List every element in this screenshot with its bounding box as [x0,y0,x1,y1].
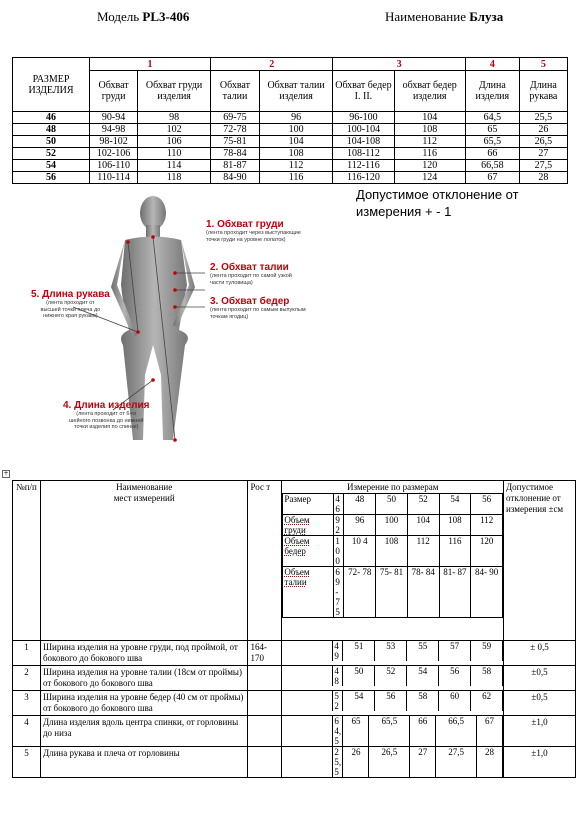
value-cell: 78-84 [211,148,260,160]
inner-value: 108 [439,515,471,536]
col-header: Длина изделия [465,71,519,112]
value-cell: 81-87 [211,160,260,172]
label-length [63,400,149,431]
size-row [13,160,568,172]
row-measure-line [282,691,502,711]
row-height [248,666,282,691]
value-cell: 104 [259,136,333,148]
model-value: PL3-406 [142,9,190,24]
row-measure-line [282,747,502,777]
col-tol-header: Допустимое отклонение от измерения ±см [504,481,576,641]
value-cell: 65 [465,124,519,136]
inner-value: 72- 78 [344,567,376,618]
label-desc: части туловища) [210,279,253,286]
row-value: 62 [471,691,503,711]
value-cell: 26 [519,124,567,136]
measure-row [13,716,576,747]
row-value: 56 [375,691,407,711]
row-num: 3 [13,691,41,716]
row-measure-line [282,716,502,746]
row-name: Ширина изделия на уровне талии (18см от проймы) от бокового до бокового шва [40,666,247,691]
value-cell: 90-94 [90,112,138,124]
inner-size-table [282,493,503,618]
inner-label: Объем талии [283,567,334,618]
value-cell: 104-108 [333,136,394,148]
label-length-title: 4. Длина изделия [63,400,150,411]
row-value: 26 [343,747,369,777]
inner-label: Объем груди [283,515,334,536]
name-value: Блуза [469,9,504,24]
inner-value: 81- 87 [439,567,471,618]
label-hips [210,296,306,320]
value-cell: 72-78 [211,124,260,136]
row-value: 26,5 [369,747,410,777]
col-measure-header: Измерение по размерам [347,482,439,492]
col-name-header [40,481,247,641]
label-desc: (лента проходит от [46,300,95,306]
row-num: 5 [13,747,41,778]
row-num: 1 [13,641,41,666]
value-cell: 104 [394,112,465,124]
size-cell: 48 [13,124,90,136]
value-cell: 108-112 [333,148,394,160]
row-value: 28 [476,747,502,777]
value-cell: 108 [259,148,333,160]
spacer [282,691,333,711]
label-hips-title: 3. Обхват бедер [210,296,290,307]
size-table [12,57,568,184]
inner-row [283,515,503,536]
row-num: 4 [13,716,41,747]
row-height [248,691,282,716]
group-3: 3 [333,58,466,71]
label-sleeve [31,289,110,320]
inner-value: 52 [407,494,439,515]
size-cell: 52 [13,148,90,160]
value-cell: 28 [519,172,567,184]
inner-first: 4 6 [334,494,344,515]
measure-row [13,691,576,716]
inner-value: 104 [407,515,439,536]
col-header: Обхват бедер I. II. [333,71,394,112]
row-value: 57 [439,641,471,661]
inner-row [283,494,503,515]
value-cell: 118 [138,172,211,184]
model-label: Модель [97,9,140,24]
value-cell: 110 [138,148,211,160]
value-cell: 66 [465,148,519,160]
inner-value: 84- 90 [471,567,503,618]
inner-value: 54 [439,494,471,515]
row-value: 55 [407,641,439,661]
size-row [13,112,568,124]
row-height [248,747,282,778]
value-cell: 106 [138,136,211,148]
value-cell: 64,5 [465,112,519,124]
value-cell: 98-102 [90,136,138,148]
row-num: 2 [13,666,41,691]
value-cell: 116-120 [333,172,394,184]
size-cell: 46 [13,112,90,124]
value-cell: 116 [259,172,333,184]
value-cell: 69-75 [211,112,260,124]
value-cell: 67 [465,172,519,184]
inner-row [283,567,503,618]
measure-table [12,480,576,778]
value-cell: 110-114 [90,172,138,184]
row-measure-table [282,691,503,711]
row-measure-line [282,641,502,661]
row-name: Длина рукава и плеча от горловины [40,747,247,778]
row-value: 65,5 [369,716,410,746]
row-value: 27,5 [436,747,477,777]
label-desc: шейного позвонка до нижней [69,417,144,424]
row-measure-line [282,666,502,686]
size-cell: 50 [13,136,90,148]
row-measures [282,691,504,716]
inner-value: 48 [344,494,376,515]
value-cell: 26,5 [519,136,567,148]
row-name: Длина изделия вдоль центра спинки, от горловины до низа [40,716,247,747]
inner-value: 116 [439,536,471,567]
row-measures [282,666,504,691]
size-row [13,172,568,184]
value-cell: 98 [138,112,211,124]
label-desc: (лента проходит по самой узкой [210,273,292,279]
name-label: Наименование [385,9,466,24]
row-measure-table [282,716,503,746]
inner-row [283,536,503,567]
measure-group [282,481,504,641]
row-tolerance: ±0,5 [504,666,576,691]
inner-value: 100 [376,515,408,536]
row-first: 6 4, 5 [334,716,342,746]
row-value: 53 [375,641,407,661]
col-header: Длина рукава [519,71,567,112]
size-row [13,148,568,160]
row-measures [282,641,504,666]
value-cell: 120 [394,160,465,172]
label-waist-title: 2. Обхват талии [210,262,289,273]
value-cell: 94-98 [90,124,138,136]
value-cell: 116 [394,148,465,160]
value-cell: 100-104 [333,124,394,136]
label-waist [210,262,292,286]
tolerance-line-1: Допустимое отклонение от [356,187,519,202]
row-value: 66 [410,716,436,746]
inner-first: 9 2 [334,515,344,536]
inner-value: 96 [344,515,376,536]
value-cell: 27 [519,148,567,160]
spacer [282,716,333,746]
inner-first: 1 0 0 [334,536,344,567]
value-cell: 25,5 [519,112,567,124]
row-measure-table [282,641,503,661]
size-cell: 54 [13,160,90,172]
col-height-header: Рос т [248,481,282,641]
inner-value: 78- 84 [407,567,439,618]
row-value: 58 [471,666,503,686]
col-header: Обхват груди изделия [138,71,211,112]
value-cell: 102 [138,124,211,136]
value-cell: 66,58 [465,160,519,172]
inner-value: 56 [471,494,503,515]
inner-label: Объем бедер [283,536,334,567]
col-header: Обхват талии изделия [259,71,333,112]
size-header: РАЗМЕР ИЗДЕЛИЯ [13,58,90,112]
inner-value: 50 [376,494,408,515]
label-chest-title: 1. Обхват груди [206,219,284,230]
inner-value: 120 [471,536,503,567]
value-cell: 84-90 [211,172,260,184]
row-value: 67 [476,716,502,746]
name-line [385,9,503,25]
value-cell: 124 [394,172,465,184]
label-desc: (лента проходит по самым выпуклым [210,307,306,313]
row-value: 27 [410,747,436,777]
inner-label: Размер [283,494,334,515]
value-cell: 100 [259,124,333,136]
row-value: 51 [343,641,375,661]
measure-row [13,747,576,778]
label-desc: точки изделия по спинке) [74,424,139,430]
size-row [13,136,568,148]
row-value: 52 [375,666,407,686]
value-cell: 112-116 [333,160,394,172]
inner-value: 10 4 [344,536,376,567]
row-value: 56 [439,666,471,686]
value-cell: 114 [138,160,211,172]
col-header: Обхват талии [211,71,260,112]
row-tolerance: ± 0,5 [504,641,576,666]
row-first: 2 5, 5 [334,747,342,777]
group-5: 5 [519,58,567,71]
row-first: 4 8 [333,666,343,686]
col-name-line: мест измерений [113,493,175,503]
value-cell: 108 [394,124,465,136]
label-desc: точкам ягодиц) [210,313,249,320]
row-value: 54 [343,691,375,711]
group-4: 4 [465,58,519,71]
size-row [13,124,568,136]
row-value: 59 [471,641,503,661]
col-name-line: Наименование [116,482,173,492]
row-measure-table [282,666,503,686]
measure-row [13,666,576,691]
measurement-figure [25,195,355,450]
row-value: 60 [439,691,471,711]
measure-row [13,641,576,666]
row-height [248,716,282,747]
row-measures [282,716,504,747]
row-value: 50 [343,666,375,686]
row-name: Ширина изделия на уровне груди, под проймой, от бокового до бокового шва [40,641,247,666]
row-height: 164- 170 [248,641,282,666]
row-value: 66,5 [436,716,477,746]
label-desc: (лента проходит через выступающие [206,230,301,236]
size-cell: 56 [13,172,90,184]
col-num-header: №п/п [13,481,41,641]
spacer [282,747,333,777]
row-value: 58 [407,691,439,711]
label-sleeve-title: 5. Длина рукава [31,289,110,300]
row-measures [282,747,504,778]
value-cell: 96 [259,112,333,124]
row-name: Ширина изделия на уровне бедер (40 см от проймы) от бокового до бокового шва [40,691,247,716]
inner-value: 75- 81 [376,567,408,618]
label-chest [206,219,301,243]
label-desc: высшей точки плеча до [40,306,101,313]
row-first: 5 2 [333,691,343,711]
label-desc: точки груди на уровне лопаток) [206,236,286,243]
inner-value: 108 [376,536,408,567]
label-desc: (лента проходит от 6-го [76,411,137,417]
group-1: 1 [90,58,211,71]
value-cell: 106-110 [90,160,138,172]
inner-value: 112 [471,515,503,536]
row-first: 4 9 [333,641,343,661]
row-tolerance: ±1,0 [504,716,576,747]
row-tolerance: ±1,0 [504,747,576,778]
value-cell: 112 [259,160,333,172]
inner-value: 112 [407,536,439,567]
tolerance-line-2: измерения + - 1 [356,204,452,219]
group-2: 2 [211,58,333,71]
value-cell: 65,5 [465,136,519,148]
label-desc: нижнего края рукава) [43,313,98,319]
value-cell: 112 [394,136,465,148]
value-cell: 96-100 [333,112,394,124]
spacer [282,666,333,686]
inner-first: 6 9 - 7 5 [334,567,344,618]
spacer [282,641,333,661]
value-cell: 27,5 [519,160,567,172]
table-move-handle-icon[interactable]: + [3,470,9,477]
row-value: 54 [407,666,439,686]
row-value: 65 [343,716,369,746]
value-cell: 102-106 [90,148,138,160]
col-header: Обхват груди [90,71,138,112]
row-measure-table [282,747,503,777]
col-header: обхват бедер изделия [394,71,465,112]
row-tolerance: ±0,5 [504,691,576,716]
model-line [97,9,189,25]
value-cell: 75-81 [211,136,260,148]
